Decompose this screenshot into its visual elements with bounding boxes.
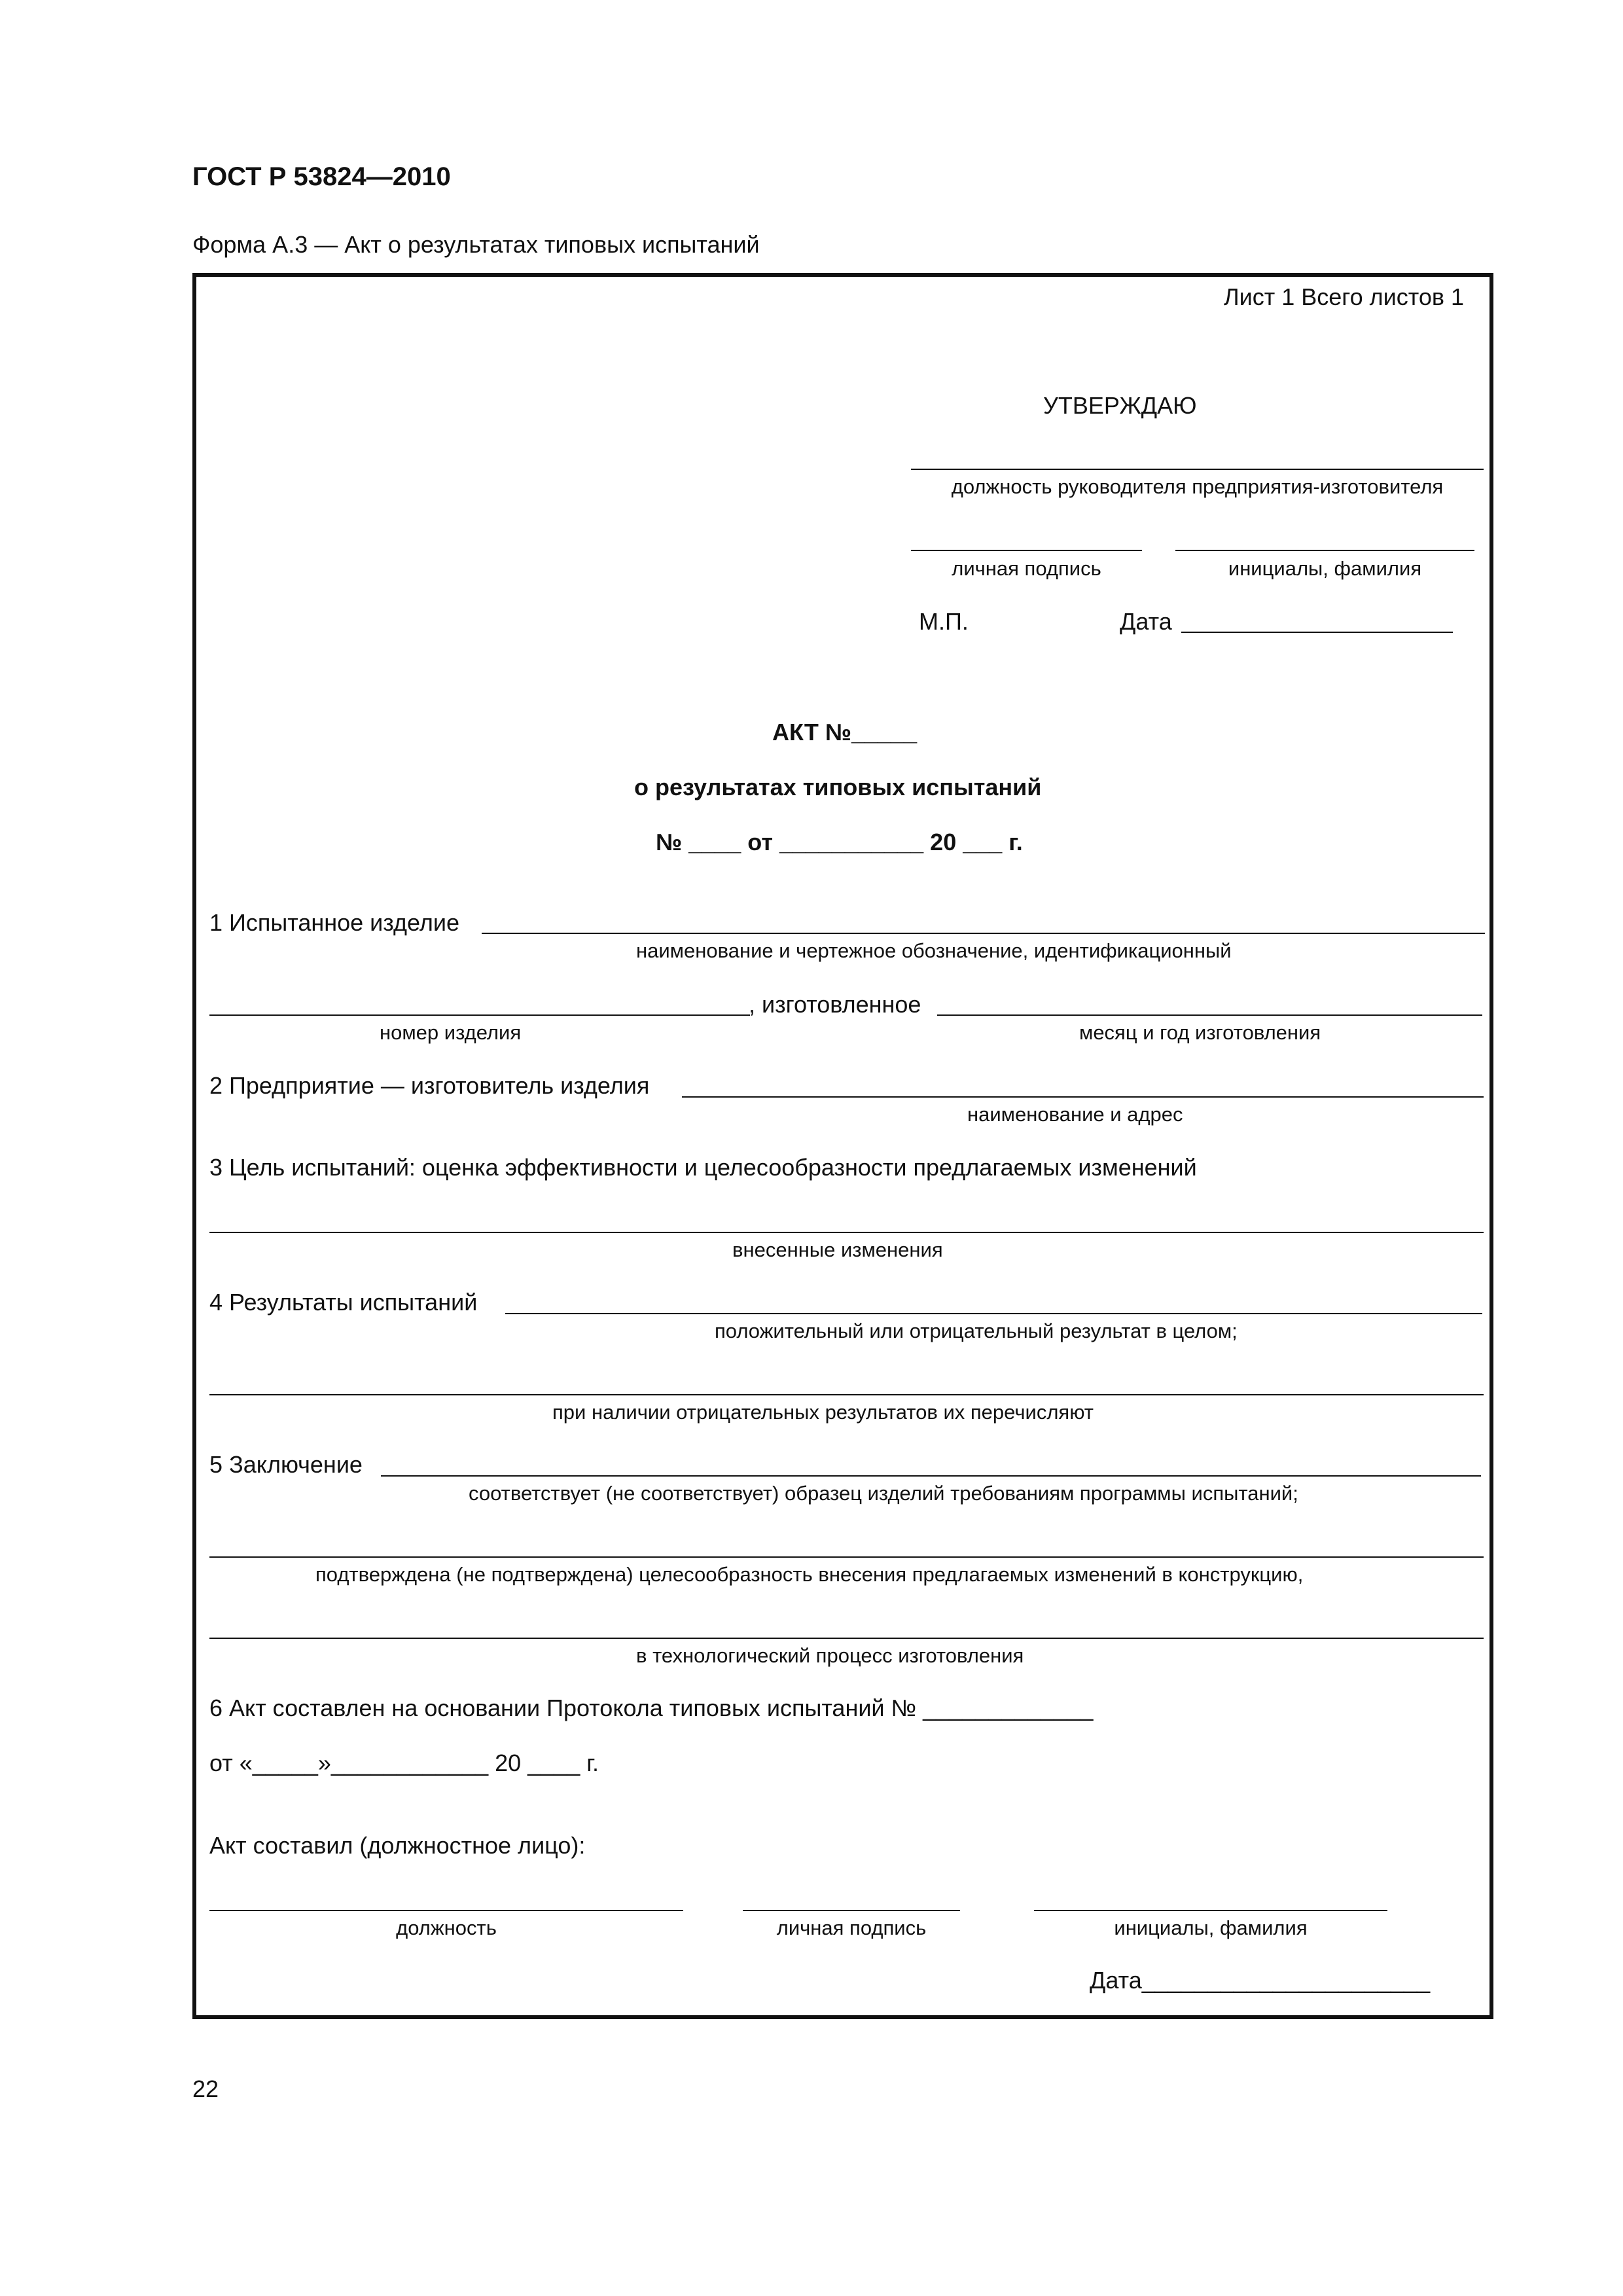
manufacturer-line[interactable] <box>682 1096 1484 1098</box>
basis-label: 6 Акт составлен на основании Протокола типовых испытаний № _____________ <box>209 1695 1094 1721</box>
act-title: АКТ №_____ <box>772 719 918 745</box>
act-number-line: № ____ от ___________ 20 ___ г. <box>656 829 1023 855</box>
results-label: 4 Результаты испытаний <box>209 1289 478 1316</box>
conclusion-label: 5 Заключение <box>209 1451 363 1478</box>
act-subtitle: о результатах типовых испытаний <box>634 774 1042 800</box>
conclusion-line-3[interactable] <box>209 1638 1484 1639</box>
manufacturer-caption: наименование и адрес <box>967 1103 1183 1126</box>
compiler-name-line[interactable] <box>1034 1910 1387 1911</box>
conclusion-line-2[interactable] <box>209 1556 1484 1558</box>
approval-name-caption: инициалы, фамилия <box>1228 557 1422 580</box>
compiler-position-line[interactable] <box>209 1910 683 1911</box>
conclusion-caption-1: соответствует (не соответствует) образец изделий требованиям программы испытаний; <box>469 1482 1298 1505</box>
compiler-signature-line[interactable] <box>743 1910 960 1911</box>
basis-date-line: от «_____»____________ 20 ____ г. <box>209 1749 599 1776</box>
compiler-signature-caption: личная подпись <box>776 1916 927 1939</box>
results-line-1[interactable] <box>505 1313 1482 1314</box>
compiler-label: Акт составил (должностное лицо): <box>209 1832 586 1859</box>
tested-product-caption: наименование и чертежное обозначение, идентификационный <box>636 939 1232 962</box>
purpose-caption: внесенные изменения <box>732 1238 943 1261</box>
approval-signature-caption: личная подпись <box>952 557 1101 580</box>
product-number-line[interactable] <box>209 1014 750 1016</box>
approval-name-line[interactable] <box>1175 550 1474 551</box>
purpose-label: 3 Цель испытаний: оценка эффективности и целесообразности предлагаемых изменений <box>209 1154 1197 1181</box>
seal-label: М.П. <box>919 608 969 635</box>
month-year-caption: месяц и год изготовления <box>1079 1021 1321 1044</box>
sheet-info: Лист 1 Всего листов 1 <box>1224 283 1465 310</box>
results-caption-2: при наличии отрицательных результатов их перечисляют <box>552 1401 1094 1424</box>
tested-product-line[interactable] <box>482 933 1485 934</box>
approval-date-label: Дата <box>1120 608 1172 635</box>
tested-product-label: 1 Испытанное изделие <box>209 909 459 936</box>
manufactured-label: , изготовленное <box>749 991 921 1018</box>
approval-date-line[interactable] <box>1181 632 1453 633</box>
results-caption-1: положительный или отрицательный результат в целом; <box>715 1319 1238 1342</box>
purpose-line[interactable] <box>209 1232 1484 1233</box>
month-year-line[interactable] <box>937 1014 1482 1016</box>
approval-position-line[interactable] <box>911 469 1484 470</box>
product-number-caption: номер изделия <box>380 1021 522 1044</box>
approval-signature-line[interactable] <box>911 550 1142 551</box>
results-line-2[interactable] <box>209 1394 1484 1395</box>
compiler-date-label: Дата______________________ <box>1090 1967 1431 1994</box>
page-number: 22 <box>192 2075 219 2102</box>
approval-title: УТВЕРЖДАЮ <box>1043 392 1197 419</box>
conclusion-caption-2: подтверждена (не подтверждена) целесообразность внесения предлагаемых изменений в конструкцию, <box>315 1563 1304 1586</box>
compiler-position-caption: должность <box>396 1916 497 1939</box>
standard-title: ГОСТ Р 53824—2010 <box>192 162 451 191</box>
conclusion-caption-3: в технологический процесс изготовления <box>636 1644 1024 1667</box>
form-title: Форма А.3 — Акт о результатах типовых испытаний <box>192 231 760 258</box>
manufacturer-label: 2 Предприятие — изготовитель изделия <box>209 1072 650 1099</box>
approval-position-caption: должность руководителя предприятия-изготовителя <box>951 475 1444 498</box>
conclusion-line-1[interactable] <box>381 1475 1481 1477</box>
compiler-name-caption: инициалы, фамилия <box>1114 1916 1308 1939</box>
